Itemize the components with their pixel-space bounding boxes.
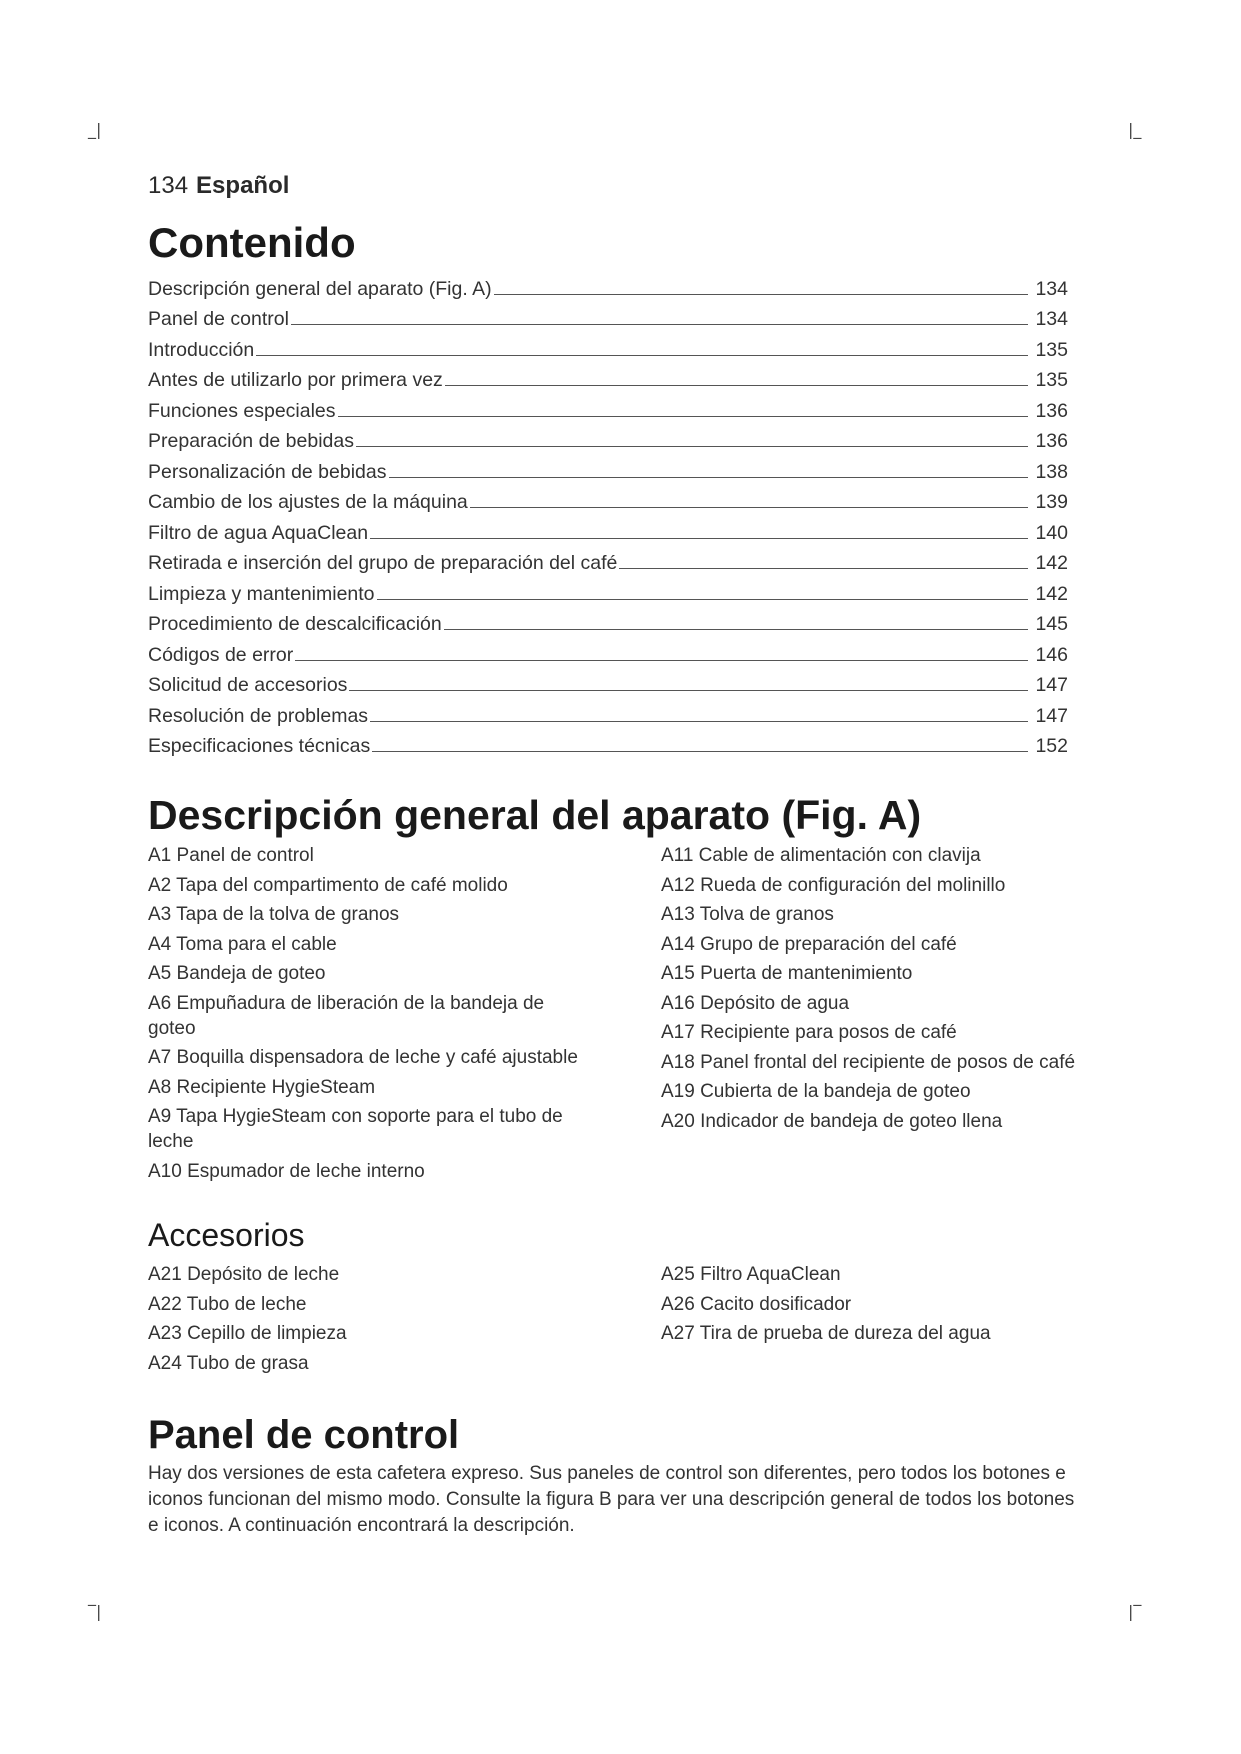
toc-entry[interactable] (148, 423, 1068, 454)
toc-entry[interactable] (148, 697, 1068, 728)
toc-leader (377, 599, 1028, 600)
toc-leader (349, 690, 1028, 691)
toc-page: 140 (1035, 521, 1068, 544)
toc-leader (470, 507, 1028, 508)
toc-leader (295, 660, 1028, 661)
toc-label: Retirada e inserción del grupo de preparación del café (148, 552, 618, 574)
toc-page: 135 (1035, 369, 1068, 391)
overview-title: Descripción general del aparato (Fig. A) (148, 792, 922, 838)
toc-label: Antes de utilizarlo por primera vez (148, 369, 443, 391)
contents-title: Contenido (148, 219, 356, 266)
toc-entry[interactable] (148, 362, 1068, 393)
part-item: A2 Tapa del compartimento de café molido (148, 874, 508, 896)
toc-label: Solicitud de accesorios (148, 674, 348, 696)
toc-entry[interactable] (148, 575, 1068, 606)
part-item: A18 Panel frontal del recipiente de posos de café (661, 1051, 1076, 1073)
crop-mark-bottom-right: |‾ (1128, 1602, 1142, 1621)
toc-label: Panel de control (148, 308, 289, 330)
part-item: A9 Tapa HygieSteam con soporte para el tubo de leche (148, 1106, 563, 1152)
control-panel-text: Hay dos versiones de esta cafetera expreso. Sus paneles de control son diferentes, pero todos los botones e iconos funcionan del mismo modo. Consulte la figura B para ver una descripción general de todos los botones e iconos. A continuación encontrará la descripción. (148, 1463, 1075, 1536)
accessories-list (148, 1262, 1108, 1380)
toc-label: Descripción general del aparato (Fig. A) (148, 277, 492, 300)
toc-page: 145 (1035, 613, 1068, 635)
part-item: A11 Cable de alimentación con clavija (661, 845, 981, 866)
toc-page: 138 (1035, 460, 1068, 483)
toc-leader (445, 385, 1028, 386)
toc-label: Resolución de problemas (148, 704, 369, 727)
toc-label: Personalización de bebidas (148, 460, 387, 483)
accessory-item: A26 Cacito dosificador (661, 1293, 852, 1315)
toc-page: 147 (1035, 674, 1068, 696)
toc-label: Cambio de los ajustes de la máquina (148, 491, 468, 513)
crop-mark-top-right: |_ (1128, 120, 1142, 139)
toc-page: 139 (1035, 491, 1068, 513)
part-item: A12 Rueda de configuración del molinillo (661, 874, 1006, 896)
toc-page: 142 (1035, 582, 1068, 605)
part-item: A6 Empuñadura de liberación de la bandeja de goteo (148, 992, 545, 1039)
accessory-item: A23 Cepillo de limpieza (148, 1323, 347, 1344)
toc-entry[interactable] (148, 270, 1068, 301)
part-item: A13 Tolva de granos (661, 904, 834, 925)
toc-leader (356, 446, 1028, 447)
accessory-item: A21 Depósito de leche (148, 1264, 340, 1285)
parts-column-left (148, 843, 661, 1188)
toc-leader (619, 568, 1028, 569)
page-language: Español (196, 172, 290, 199)
toc-entry[interactable] (148, 514, 1068, 545)
toc-label: Códigos de error (148, 643, 294, 666)
part-item: A17 Recipiente para posos de café (661, 1022, 957, 1043)
part-item: A3 Tapa de la tolva de granos (148, 904, 400, 925)
accessory-item: A24 Tubo de grasa (148, 1352, 309, 1374)
toc-entry[interactable] (148, 331, 1068, 362)
accessory-item: A25 Filtro AquaClean (661, 1264, 841, 1285)
accessories-column-left (148, 1262, 661, 1380)
toc-leader (291, 324, 1028, 325)
part-item: A16 Depósito de agua (661, 992, 850, 1014)
toc-entry[interactable] (148, 636, 1068, 667)
toc-page: 136 (1035, 399, 1068, 422)
page-header (148, 172, 289, 200)
toc-label: Funciones especiales (148, 399, 336, 422)
toc-label: Procedimiento de descalcificación (148, 613, 442, 635)
toc-entry[interactable] (148, 545, 1068, 576)
toc-label: Introducción (148, 338, 255, 361)
accessory-item: A22 Tubo de leche (148, 1293, 307, 1315)
part-item: A10 Espumador de leche interno (148, 1160, 425, 1182)
part-item: A14 Grupo de preparación del café (661, 933, 957, 955)
crop-mark-top-left: _| (88, 120, 102, 139)
toc-leader (370, 538, 1028, 539)
part-item: A8 Recipiente HygieSteam (148, 1076, 376, 1098)
control-panel-title: Panel de control (148, 1413, 460, 1457)
toc-leader (372, 751, 1028, 752)
toc-page: 147 (1035, 704, 1068, 727)
parts-column-right (661, 843, 1108, 1188)
toc-entry[interactable] (148, 453, 1068, 484)
toc-label: Limpieza y mantenimiento (148, 582, 375, 605)
toc-page: 136 (1035, 430, 1068, 452)
toc-entry[interactable] (148, 728, 1068, 759)
accessories-column-right (661, 1262, 1108, 1380)
toc-leader (256, 355, 1028, 356)
toc-page: 134 (1035, 277, 1068, 300)
toc-leader (494, 294, 1028, 295)
part-item: A5 Bandeja de goteo (148, 963, 326, 984)
parts-list (148, 843, 1108, 1188)
toc-entry[interactable] (148, 606, 1068, 637)
toc-page: 134 (1035, 308, 1068, 330)
toc-label: Especificaciones técnicas (148, 735, 371, 757)
toc-leader (444, 629, 1028, 630)
toc-entry[interactable] (148, 667, 1068, 698)
toc-label: Preparación de bebidas (148, 430, 354, 452)
toc-page: 135 (1035, 338, 1068, 361)
toc-leader (389, 477, 1029, 478)
toc-leader (370, 721, 1028, 722)
toc-page: 142 (1035, 552, 1068, 574)
accessory-item: A27 Tira de prueba de dureza del agua (661, 1323, 991, 1344)
part-item: A4 Toma para el cable (148, 933, 337, 955)
table-of-contents (148, 270, 1068, 758)
part-item: A20 Indicador de bandeja de goteo llena (661, 1110, 1003, 1132)
toc-entry[interactable] (148, 484, 1068, 515)
accessories-title: Accesorios (148, 1217, 305, 1253)
toc-entry[interactable] (148, 392, 1068, 423)
part-item: A7 Boquilla dispensadora de leche y café ajustable (148, 1047, 578, 1068)
toc-leader (338, 416, 1028, 417)
toc-page: 152 (1035, 735, 1068, 757)
toc-page: 146 (1035, 643, 1068, 666)
part-item: A1 Panel de control (148, 845, 314, 866)
crop-mark-bottom-left: ‾| (88, 1602, 102, 1621)
part-item: A19 Cubierta de la bandeja de goteo (661, 1081, 971, 1102)
part-item: A15 Puerta de mantenimiento (661, 963, 913, 984)
toc-entry[interactable] (148, 301, 1068, 332)
toc-label: Filtro de agua AquaClean (148, 521, 369, 544)
page-number: 134 (148, 172, 189, 199)
